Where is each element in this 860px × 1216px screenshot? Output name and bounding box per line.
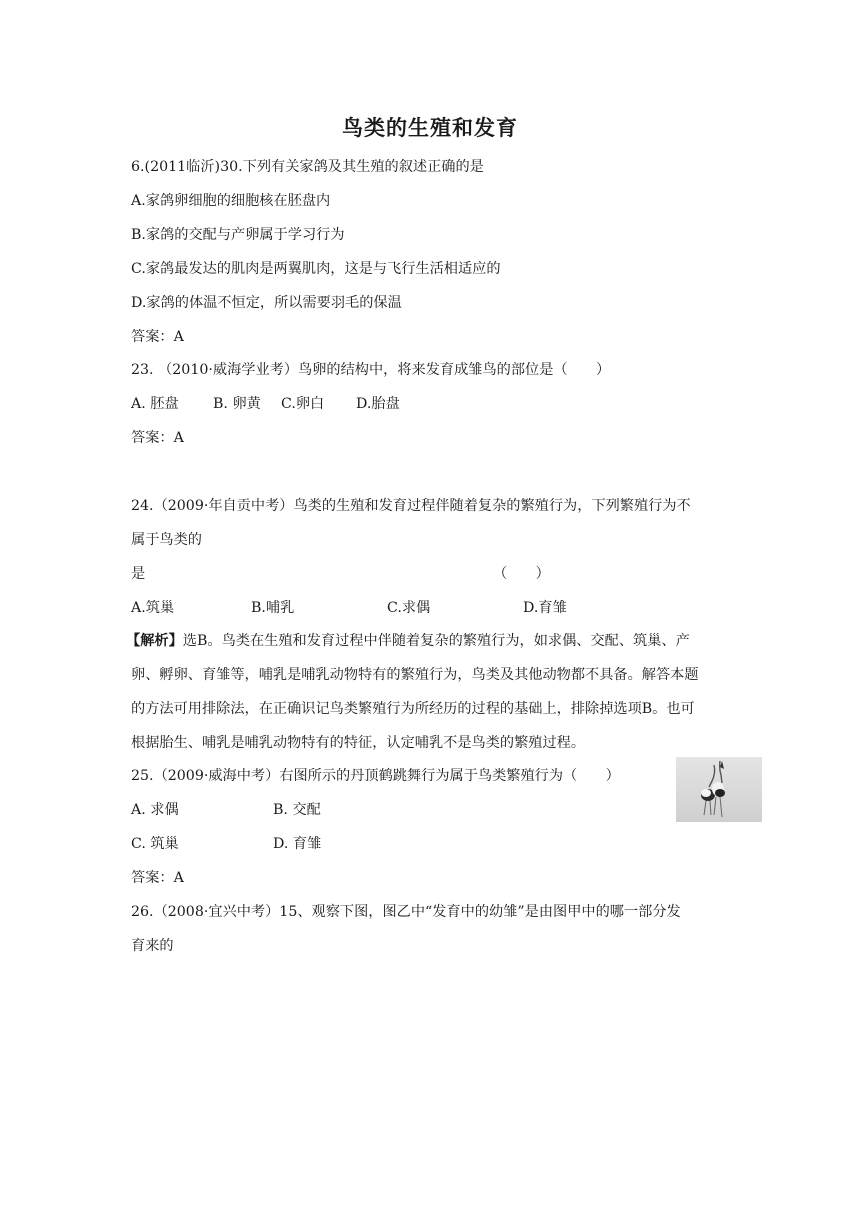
q23-option-a: A. 胚盘	[131, 396, 179, 412]
q6-option-a: A.家鸽卵细胞的细胞核在胚盘内	[131, 193, 331, 209]
q24-analysis-label: 【解析】	[126, 633, 183, 649]
q24-analysis-text: 选B。鸟类在生殖和发育过程中伴随着复杂的繁殖行为，如求偶、交配、筑巢、产	[182, 633, 690, 649]
q24-answer-paren: （ ）	[493, 566, 550, 582]
q24-analysis-line1	[126, 631, 690, 651]
q24-stem-line3: 是	[131, 566, 146, 582]
q24-option-d: D.育雏	[523, 600, 567, 616]
q23-options	[131, 394, 451, 414]
q6-stem: 6.(2011临沂)30.下列有关家鸽及其生殖的叙述正确的是	[131, 159, 484, 175]
q25-answer: 答案：A	[131, 870, 184, 886]
q25-option-b: B. 交配	[273, 802, 321, 818]
q23-option-c: C.卵白	[281, 396, 325, 412]
q25-option-d: D. 育雏	[273, 836, 322, 852]
q24-option-c: C.求偶	[387, 600, 431, 616]
q24-analysis-line3: 的方法可用排除法，在正确识记鸟类繁殖行为所经历的过程的基础上，排除掉选项B。也可	[131, 701, 695, 717]
q26-stem-line1: 26.（2008·宜兴中考）15、观察下图，图乙中“发育中的幼雏”是由图甲中的哪一部分发	[131, 904, 681, 920]
q6-option-c: C.家鸽最发达的肌肉是两翼肌肉，这是与飞行生活相适应的	[131, 261, 501, 277]
q23-answer: 答案：A	[131, 430, 184, 446]
q24-stem-line2: 属于鸟类的	[131, 532, 202, 548]
q25-options-row2	[131, 834, 391, 854]
q24-stem-line1: 24.（2009·年自贡中考）鸟类的生殖和发育过程伴随着复杂的繁殖行为，下列繁殖行为不	[131, 498, 691, 514]
q24-option-a: A.筑巢	[131, 600, 175, 616]
q24-analysis-line2: 卵、孵卵、育雏等，哺乳是哺乳动物特有的繁殖行为，鸟类及其他动物都不具备。解答本题	[131, 667, 699, 683]
q25-option-a: A. 求偶	[131, 802, 179, 818]
q6-answer: 答案：A	[131, 329, 184, 345]
q25-options-row1	[131, 800, 391, 820]
q23-option-d: D.胎盘	[356, 396, 400, 412]
q26-stem-line2: 育来的	[131, 938, 174, 954]
page-title: 鸟类的生殖和发育	[342, 116, 518, 140]
q25-stem: 25.（2009·威海中考）右图所示的丹顶鹤跳舞行为属于鸟类繁殖行为（ ）	[131, 768, 620, 784]
q25-option-c: C. 筑巢	[131, 836, 179, 852]
q6-option-d: D.家鸽的体温不恒定，所以需要羽毛的保温	[131, 295, 402, 311]
q6-option-b: B.家鸽的交配与产卵属于学习行为	[131, 227, 345, 243]
q23-stem: 23. （2010·威海学业考）鸟卵的结构中，将来发育成雏鸟的部位是（ ）	[131, 362, 611, 378]
q24-option-b: B.哺乳	[251, 600, 295, 616]
q24-analysis-line4: 根据胎生、哺乳是哺乳动物特有的特征，认定哺乳不是鸟类的繁殖过程。	[131, 735, 586, 751]
q24-options	[131, 598, 611, 618]
q23-option-b: B. 卵黄	[213, 396, 261, 412]
crane-dance-photo	[676, 757, 762, 822]
